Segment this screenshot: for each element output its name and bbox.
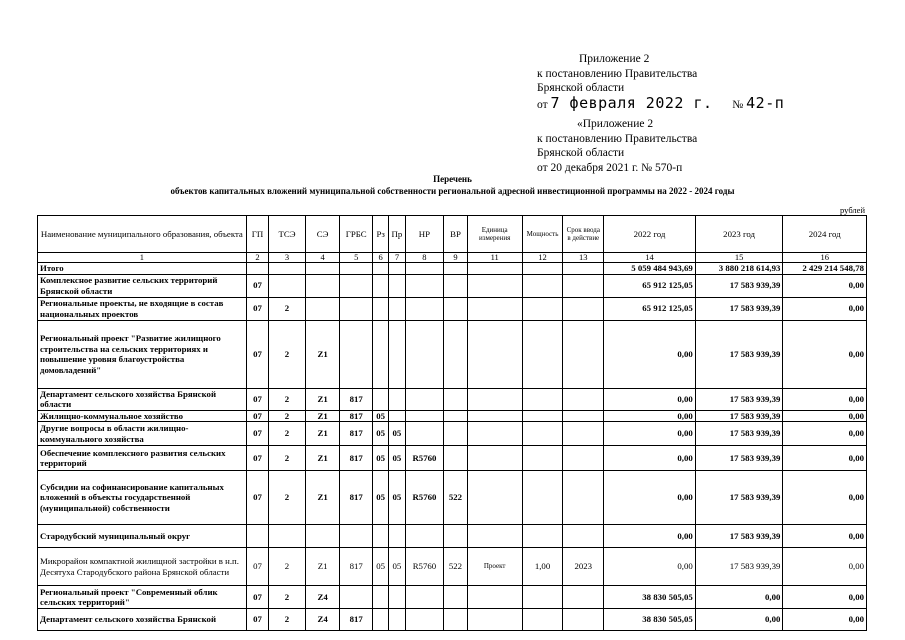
table-row xyxy=(38,422,867,446)
header-line: Приложение 2 xyxy=(579,53,650,65)
cell-term xyxy=(563,446,604,471)
cell-se xyxy=(305,263,340,275)
column-number: 8 xyxy=(405,253,444,263)
cell-name: Региональный проект "Современный облик сельских территорий" xyxy=(38,586,247,609)
cell-name: Субсидии на софинансирование капитальных вложений в объекты государственной (муниципальной) собственности xyxy=(38,471,247,525)
cell-gp: 07 xyxy=(246,586,268,609)
cell-gp: 07 xyxy=(246,548,268,586)
cell-vr xyxy=(444,410,467,422)
cell-y2023: 17 583 939,39 xyxy=(695,525,783,548)
cell-unit xyxy=(467,525,522,548)
cell-pr xyxy=(389,609,405,631)
cell-y2022: 0,00 xyxy=(604,422,696,446)
cell-name: Другие вопросы в области жилищно-коммунального хозяйства xyxy=(38,422,247,446)
cell-se: Z1 xyxy=(305,471,340,525)
cell-cap xyxy=(522,274,563,297)
cell-tse xyxy=(269,274,306,297)
cell-nr xyxy=(405,609,444,631)
table-row xyxy=(38,388,867,410)
column-header: ВР xyxy=(444,216,467,253)
table-row xyxy=(38,548,867,586)
header-line: Брянской области xyxy=(537,147,625,159)
cell-term: 2023 xyxy=(563,548,604,586)
cell-se xyxy=(305,297,340,320)
cell-cap xyxy=(522,297,563,320)
cell-y2022: 0,00 xyxy=(604,548,696,586)
cell-rz: 05 xyxy=(373,446,389,471)
cell-tse: 2 xyxy=(269,586,306,609)
column-number: 9 xyxy=(444,253,467,263)
cell-y2022: 0,00 xyxy=(604,320,696,388)
cell-pr xyxy=(389,388,405,410)
column-header: ГРБС xyxy=(340,216,373,253)
cell-tse xyxy=(269,525,306,548)
cell-tse: 2 xyxy=(269,320,306,388)
table-body xyxy=(38,263,867,631)
cell-grbs xyxy=(340,320,373,388)
cell-term xyxy=(563,388,604,410)
cell-unit xyxy=(467,274,522,297)
column-number: 15 xyxy=(695,253,783,263)
cell-gp: 07 xyxy=(246,446,268,471)
cell-rz: 05 xyxy=(373,471,389,525)
cell-tse: 2 xyxy=(269,609,306,631)
cell-y2022: 0,00 xyxy=(604,446,696,471)
appendix-header-new xyxy=(537,52,784,112)
cell-name: Департамент сельского хозяйства Брянской xyxy=(38,609,247,631)
cell-tse: 2 xyxy=(269,297,306,320)
cell-gp: 07 xyxy=(246,320,268,388)
cell-gp: 07 xyxy=(246,297,268,320)
cell-grbs xyxy=(340,297,373,320)
column-header: Мощность xyxy=(522,216,563,253)
table-row xyxy=(38,446,867,471)
cell-y2023: 17 583 939,39 xyxy=(695,471,783,525)
cell-y2024: 0,00 xyxy=(783,410,867,422)
cell-gp: 07 xyxy=(246,274,268,297)
header-line: к постановлению Правительства xyxy=(537,132,698,145)
document-title: Перечень xyxy=(433,174,472,184)
cell-y2024: 0,00 xyxy=(783,422,867,446)
cell-se: Z1 xyxy=(305,320,340,388)
cell-se xyxy=(305,525,340,548)
cell-y2023: 17 583 939,39 xyxy=(695,320,783,388)
cell-vr xyxy=(444,422,467,446)
cell-nr: R5760 xyxy=(405,471,444,525)
cell-y2024: 0,00 xyxy=(783,274,867,297)
cell-se xyxy=(305,274,340,297)
cell-y2022: 38 830 505,05 xyxy=(604,609,696,631)
units-label: рублей xyxy=(840,205,865,215)
cell-y2024: 0,00 xyxy=(783,586,867,609)
cell-rz xyxy=(373,320,389,388)
cell-pr xyxy=(389,525,405,548)
cell-y2022: 0,00 xyxy=(604,388,696,410)
cell-nr xyxy=(405,388,444,410)
cell-y2023: 17 583 939,39 xyxy=(695,297,783,320)
cell-unit xyxy=(467,609,522,631)
cell-rz: 05 xyxy=(373,548,389,586)
cell-tse: 2 xyxy=(269,410,306,422)
cell-y2022: 5 059 484 943,69 xyxy=(604,263,696,275)
cell-y2022: 0,00 xyxy=(604,410,696,422)
cell-gp xyxy=(246,263,268,275)
cell-vr: 522 xyxy=(444,471,467,525)
column-header: Срок ввода в действие xyxy=(563,216,604,253)
cell-pr xyxy=(389,263,405,275)
cell-name: Обеспечение комплексного развития сельских территорий xyxy=(38,446,247,471)
cell-cap xyxy=(522,422,563,446)
cell-cap xyxy=(522,525,563,548)
cell-grbs: 817 xyxy=(340,388,373,410)
cell-term xyxy=(563,525,604,548)
cell-se: Z1 xyxy=(305,410,340,422)
table-row xyxy=(38,586,867,609)
table-row xyxy=(38,297,867,320)
appendix-header-old xyxy=(537,117,697,175)
cell-name: Департамент сельского хозяйства Брянской области xyxy=(38,388,247,410)
number-prefix: № xyxy=(732,98,744,111)
cell-name: Комплексное развитие сельских территорий Брянской области xyxy=(38,274,247,297)
cell-pr: 05 xyxy=(389,471,405,525)
cell-pr xyxy=(389,297,405,320)
cell-nr: R5760 xyxy=(405,446,444,471)
cell-y2022: 38 830 505,05 xyxy=(604,586,696,609)
cell-tse xyxy=(269,263,306,275)
column-header: Пр xyxy=(389,216,405,253)
column-number: 11 xyxy=(467,253,522,263)
cell-rz xyxy=(373,263,389,275)
column-number: 14 xyxy=(604,253,696,263)
cell-grbs: 817 xyxy=(340,548,373,586)
cell-cap xyxy=(522,410,563,422)
cell-tse: 2 xyxy=(269,422,306,446)
table-row xyxy=(38,410,867,422)
cell-nr xyxy=(405,274,444,297)
cell-grbs: 817 xyxy=(340,609,373,631)
cell-rz: 05 xyxy=(373,410,389,422)
cell-name: Региональный проект "Развитие жилищного строительства на сельских территориях и повышение уровня благоустройства домовладений" xyxy=(38,320,247,388)
cell-term xyxy=(563,609,604,631)
cell-y2022: 65 912 125,05 xyxy=(604,297,696,320)
column-header: НР xyxy=(405,216,444,253)
cell-cap xyxy=(522,446,563,471)
table-row xyxy=(38,263,867,275)
table-row xyxy=(38,320,867,388)
cell-vr xyxy=(444,320,467,388)
cell-rz xyxy=(373,609,389,631)
column-header: ТСЭ xyxy=(269,216,306,253)
column-number: 13 xyxy=(563,253,604,263)
cell-term xyxy=(563,320,604,388)
table-row xyxy=(38,274,867,297)
column-number-row xyxy=(38,253,867,263)
cell-tse: 2 xyxy=(269,548,306,586)
cell-pr: 05 xyxy=(389,422,405,446)
cell-rz xyxy=(373,525,389,548)
column-header: Рз xyxy=(373,216,389,253)
column-header: СЭ xyxy=(305,216,340,253)
cell-se: Z1 xyxy=(305,388,340,410)
cell-cap xyxy=(522,586,563,609)
cell-pr xyxy=(389,320,405,388)
cell-grbs xyxy=(340,274,373,297)
cell-tse: 2 xyxy=(269,471,306,525)
cell-y2023: 17 583 939,39 xyxy=(695,446,783,471)
cell-cap xyxy=(522,320,563,388)
cell-cap xyxy=(522,471,563,525)
column-number: 2 xyxy=(246,253,268,263)
cell-y2024: 0,00 xyxy=(783,609,867,631)
cell-nr xyxy=(405,422,444,446)
cell-y2022: 0,00 xyxy=(604,471,696,525)
cell-name: Микрорайон компактной жилищной застройки в н.п. Десятуха Стародубского района Брянской области xyxy=(38,548,247,586)
cell-unit: Проект xyxy=(467,548,522,586)
cell-grbs: 817 xyxy=(340,446,373,471)
cell-grbs: 817 xyxy=(340,471,373,525)
cell-y2024: 0,00 xyxy=(783,548,867,586)
column-header: Наименование муниципального образования, объекта xyxy=(38,216,247,253)
cell-term xyxy=(563,263,604,275)
cell-grbs xyxy=(340,263,373,275)
cell-vr xyxy=(444,609,467,631)
table-row xyxy=(38,471,867,525)
column-number: 12 xyxy=(522,253,563,263)
date-prefix: от xyxy=(537,98,548,111)
cell-term xyxy=(563,274,604,297)
column-number: 4 xyxy=(305,253,340,263)
cell-se: Z4 xyxy=(305,609,340,631)
cell-y2022: 65 912 125,05 xyxy=(604,274,696,297)
column-header: ГП xyxy=(246,216,268,253)
cell-gp: 07 xyxy=(246,609,268,631)
column-number: 16 xyxy=(783,253,867,263)
cell-name: Стародубский муниципальный округ xyxy=(38,525,247,548)
cell-gp xyxy=(246,525,268,548)
cell-cap xyxy=(522,388,563,410)
cell-y2024: 0,00 xyxy=(783,471,867,525)
header-line: Брянской области xyxy=(537,82,625,94)
cell-name: Жилищно-коммунальное хозяйство xyxy=(38,410,247,422)
cell-unit xyxy=(467,471,522,525)
cell-vr xyxy=(444,388,467,410)
cell-unit xyxy=(467,388,522,410)
cell-unit xyxy=(467,410,522,422)
cell-y2023: 0,00 xyxy=(695,586,783,609)
cell-tse: 2 xyxy=(269,388,306,410)
cell-term xyxy=(563,297,604,320)
cell-tse: 2 xyxy=(269,446,306,471)
handwritten-date: 7 февраля 2022 г. xyxy=(550,93,713,112)
cell-vr xyxy=(444,297,467,320)
cell-nr: R5760 xyxy=(405,548,444,586)
cell-vr xyxy=(444,586,467,609)
cell-se: Z1 xyxy=(305,422,340,446)
cell-y2024: 0,00 xyxy=(783,388,867,410)
cell-y2023: 17 583 939,39 xyxy=(695,548,783,586)
investment-table xyxy=(37,215,867,631)
cell-grbs xyxy=(340,525,373,548)
cell-nr xyxy=(405,525,444,548)
cell-y2023: 17 583 939,39 xyxy=(695,422,783,446)
cell-gp: 07 xyxy=(246,422,268,446)
cell-vr xyxy=(444,525,467,548)
handwritten-number: 42-п xyxy=(746,93,785,112)
cell-y2023: 17 583 939,39 xyxy=(695,410,783,422)
cell-pr xyxy=(389,586,405,609)
cell-y2022: 0,00 xyxy=(604,525,696,548)
cell-grbs: 817 xyxy=(340,410,373,422)
cell-pr: 05 xyxy=(389,446,405,471)
cell-se: Z1 xyxy=(305,548,340,586)
cell-se: Z4 xyxy=(305,586,340,609)
cell-unit xyxy=(467,446,522,471)
cell-name: Итого xyxy=(38,263,247,275)
cell-term xyxy=(563,410,604,422)
cell-vr xyxy=(444,274,467,297)
column-number: 1 xyxy=(38,253,247,263)
column-number: 6 xyxy=(373,253,389,263)
cell-se: Z1 xyxy=(305,446,340,471)
cell-y2023: 17 583 939,39 xyxy=(695,388,783,410)
cell-y2024: 2 429 214 548,78 xyxy=(783,263,867,275)
cell-grbs xyxy=(340,586,373,609)
cell-pr xyxy=(389,410,405,422)
cell-vr: 522 xyxy=(444,548,467,586)
cell-rz xyxy=(373,586,389,609)
cell-nr xyxy=(405,297,444,320)
cell-grbs: 817 xyxy=(340,422,373,446)
cell-term xyxy=(563,422,604,446)
cell-nr xyxy=(405,320,444,388)
cell-vr xyxy=(444,263,467,275)
cell-unit xyxy=(467,263,522,275)
cell-rz: 05 xyxy=(373,422,389,446)
header-date-line xyxy=(537,93,785,113)
cell-gp: 07 xyxy=(246,471,268,525)
column-number: 7 xyxy=(389,253,405,263)
column-header: 2024 год xyxy=(783,216,867,253)
cell-rz xyxy=(373,388,389,410)
cell-gp: 07 xyxy=(246,388,268,410)
table-row xyxy=(38,525,867,548)
cell-unit xyxy=(467,320,522,388)
table-row xyxy=(38,609,867,631)
cell-y2023: 17 583 939,39 xyxy=(695,274,783,297)
cell-rz xyxy=(373,274,389,297)
cell-y2023: 3 880 218 614,93 xyxy=(695,263,783,275)
header-line: к постановлению Правительства xyxy=(537,67,698,80)
cell-pr: 05 xyxy=(389,548,405,586)
cell-y2023: 0,00 xyxy=(695,609,783,631)
header-line: от 20 декабря 2021 г. № 570-п xyxy=(537,161,683,174)
cell-term xyxy=(563,586,604,609)
cell-cap xyxy=(522,263,563,275)
column-header: 2023 год xyxy=(695,216,783,253)
cell-nr xyxy=(405,263,444,275)
cell-y2024: 0,00 xyxy=(783,297,867,320)
cell-cap xyxy=(522,609,563,631)
cell-nr xyxy=(405,586,444,609)
document-subtitle: объектов капитальных вложений муниципальной собственности региональной адресной инвестиционной программы на 2022 - 2024 годы xyxy=(170,186,735,196)
column-number: 5 xyxy=(340,253,373,263)
cell-name: Региональные проекты, не входящие в состав национальных проектов xyxy=(38,297,247,320)
cell-unit xyxy=(467,422,522,446)
cell-cap: 1,00 xyxy=(522,548,563,586)
cell-y2024: 0,00 xyxy=(783,320,867,388)
cell-pr xyxy=(389,274,405,297)
cell-unit xyxy=(467,586,522,609)
header-line: «Приложение 2 xyxy=(577,118,654,130)
cell-gp: 07 xyxy=(246,410,268,422)
table-header-row xyxy=(38,216,867,253)
cell-rz xyxy=(373,297,389,320)
cell-term xyxy=(563,471,604,525)
cell-y2024: 0,00 xyxy=(783,525,867,548)
cell-unit xyxy=(467,297,522,320)
cell-y2024: 0,00 xyxy=(783,446,867,471)
column-header: Единица измерения xyxy=(467,216,522,253)
column-header: 2022 год xyxy=(604,216,696,253)
cell-nr xyxy=(405,410,444,422)
column-number: 3 xyxy=(269,253,306,263)
cell-vr xyxy=(444,446,467,471)
